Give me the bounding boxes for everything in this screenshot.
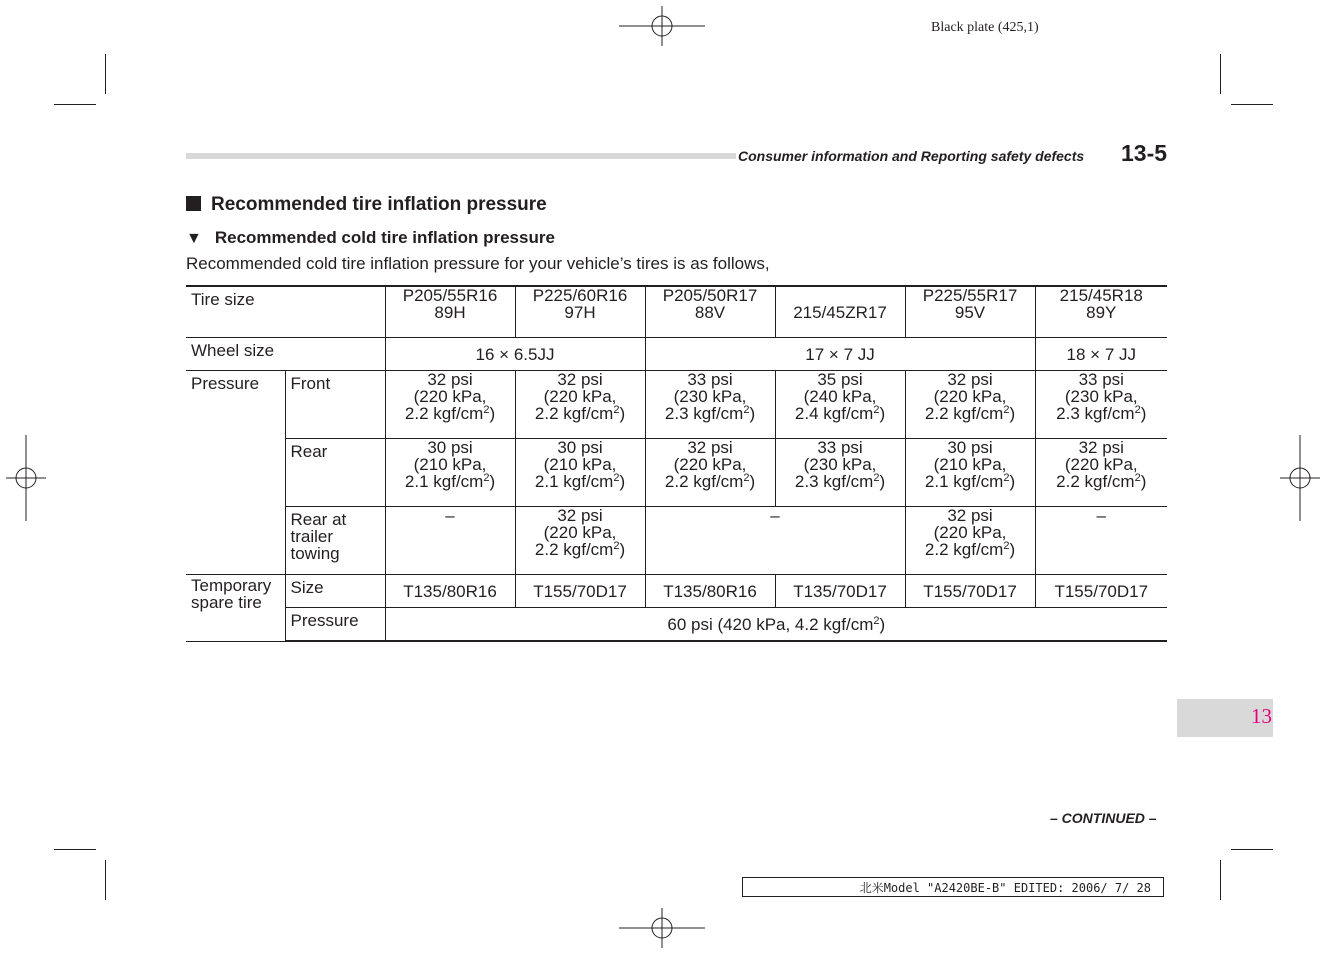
page-number: 13-5 bbox=[1121, 140, 1168, 166]
subsection-heading bbox=[186, 228, 555, 248]
rear-trailer-towing-row bbox=[186, 507, 1167, 575]
spare-size-cell: T135/80R16 bbox=[645, 575, 775, 608]
registration-mark-left bbox=[6, 435, 46, 521]
pressure-cell-empty: – bbox=[385, 507, 515, 575]
pressure-cell: 32 psi (220 kPa, 2.2 kgf/$cm^2$) bbox=[1035, 439, 1167, 507]
pressure-cell: 33 psi (230 kPa, 2.3 kgf/$cm^2$) bbox=[645, 371, 775, 439]
spare-size-cell: T155/70D17 bbox=[905, 575, 1035, 608]
chapter-tab-number: 13 bbox=[1251, 704, 1272, 728]
wheel-size-cell: 18 × 7 JJ bbox=[1035, 338, 1167, 371]
pressure-label: Pressure bbox=[186, 371, 285, 575]
tire-size-cell: P225/55R17 95V bbox=[905, 286, 1035, 338]
pressure-cell: 32 psi (220 kPa, 2.2 kgf/$cm^2$) bbox=[515, 371, 645, 439]
tire-size-row bbox=[186, 286, 1167, 338]
tire-pressure-table bbox=[186, 285, 1167, 642]
subsection-title: Recommended cold tire inflation pressure bbox=[214, 228, 555, 247]
wheel-size-label: Wheel size bbox=[186, 338, 385, 371]
pressure-cell-empty: – bbox=[645, 507, 905, 575]
pressure-cell: 33 psi (230 kPa, 2.3 kgf/$cm^2$) bbox=[775, 439, 905, 507]
tire-size-cell: P205/55R16 89H bbox=[385, 286, 515, 338]
pressure-cell: 33 psi (230 kPa, 2.3 kgf/$cm^2$) bbox=[1035, 371, 1167, 439]
spare-pressure-row bbox=[186, 608, 1167, 642]
rear-label: Rear bbox=[285, 439, 385, 507]
tire-size-label: Tire size bbox=[186, 286, 385, 338]
pressure-cell: 32 psi (220 kPa, 2.2 kgf/$cm^2$) bbox=[385, 371, 515, 439]
registration-mark-right bbox=[1280, 435, 1320, 521]
tire-size-cell: P205/50R17 88V bbox=[645, 286, 775, 338]
pressure-cell: 32 psi (220 kPa, 2.2 kgf/$cm^2$) bbox=[515, 507, 645, 575]
footer-edit-info: 北米Model "A2420BE-B" EDITED: 2006/ 7/ 28 bbox=[742, 877, 1164, 897]
spare-size-row bbox=[186, 575, 1167, 608]
temporary-spare-label: Temporary spare tire bbox=[186, 575, 285, 642]
tire-size-cell: P225/60R16 97H bbox=[515, 286, 645, 338]
registration-mark-top bbox=[619, 6, 705, 46]
spare-size-cell: T135/80R16 bbox=[385, 575, 515, 608]
rear-trailer-towing-label: Rear at trailer towing bbox=[285, 507, 385, 575]
spare-size-cell: T135/70D17 bbox=[775, 575, 905, 608]
triangle-bullet-icon: ▼ bbox=[186, 230, 202, 247]
plate-label: Black plate (425,1) bbox=[931, 20, 1039, 35]
section-heading bbox=[186, 194, 547, 216]
tire-size-cell: 215/45R18 89Y bbox=[1035, 286, 1167, 338]
front-pressure-row bbox=[186, 371, 1167, 439]
intro-text: Recommended cold tire inflation pressure for your vehicle’s tires is as follows, bbox=[186, 254, 770, 273]
spare-pressure-cell: 60 psi (420 kPa, 4.2 kgf/$cm^2$) bbox=[385, 608, 1167, 642]
pressure-cell: 30 psi (210 kPa, 2.1 kgf/$cm^2$) bbox=[385, 439, 515, 507]
section-title: Recommended tire inflation pressure bbox=[211, 194, 547, 215]
header-title: Consumer information and Reporting safety defects bbox=[738, 148, 1085, 164]
rear-pressure-row bbox=[186, 439, 1167, 507]
wheel-size-cell: 17 × 7 JJ bbox=[645, 338, 1035, 371]
spare-size-cell: T155/70D17 bbox=[515, 575, 645, 608]
header-bar bbox=[186, 153, 736, 159]
pressure-cell-empty: – bbox=[1035, 507, 1167, 575]
wheel-size-cell: 16 × 6.5JJ bbox=[385, 338, 645, 371]
spare-pressure-label: Pressure bbox=[285, 608, 385, 642]
spare-size-cell: T155/70D17 bbox=[1035, 575, 1167, 608]
pressure-cell: 32 psi (220 kPa, 2.2 kgf/$cm^2$) bbox=[645, 439, 775, 507]
pressure-cell: 30 psi (210 kPa, 2.1 kgf/$cm^2$) bbox=[905, 439, 1035, 507]
square-bullet-icon bbox=[186, 196, 201, 211]
pressure-cell: 35 psi (240 kPa, 2.4 kgf/$cm^2$) bbox=[775, 371, 905, 439]
pressure-cell: 32 psi (220 kPa, 2.2 kgf/$cm^2$) bbox=[905, 371, 1035, 439]
pressure-cell: 30 psi (210 kPa, 2.1 kgf/$cm^2$) bbox=[515, 439, 645, 507]
continued-label: – CONTINUED – bbox=[1050, 810, 1157, 826]
registration-mark-bottom bbox=[619, 908, 705, 948]
wheel-size-row bbox=[186, 338, 1167, 371]
tire-size-cell: 215/45ZR17 bbox=[775, 286, 905, 338]
front-label: Front bbox=[285, 371, 385, 439]
size-label: Size bbox=[285, 575, 385, 608]
pressure-cell: 32 psi (220 kPa, 2.2 kgf/$cm^2$) bbox=[905, 507, 1035, 575]
